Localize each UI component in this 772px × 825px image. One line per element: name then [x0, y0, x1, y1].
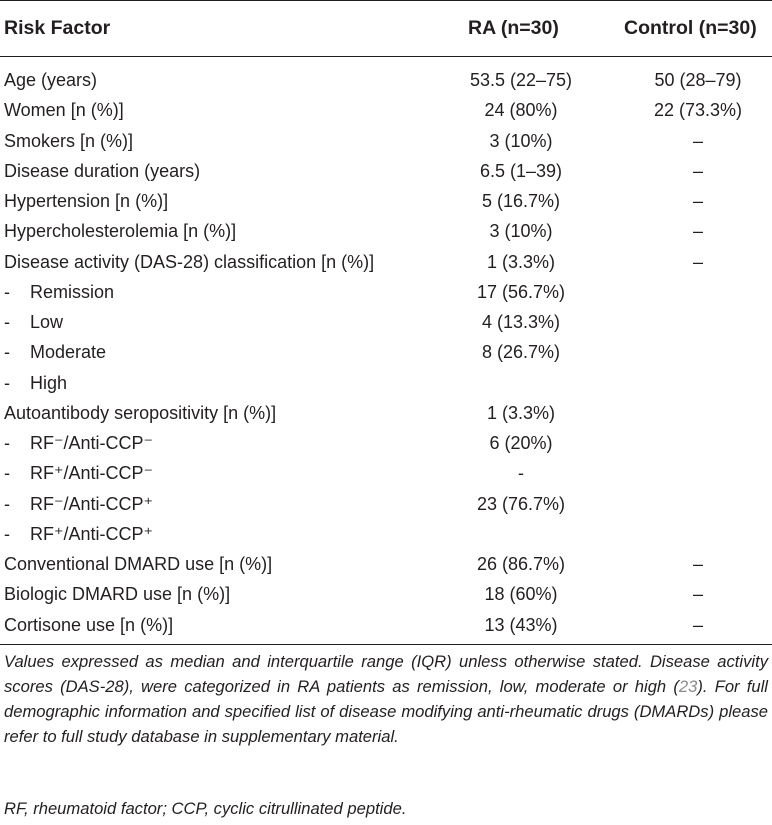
- sub-row-label: [4, 368, 67, 398]
- control-value: –: [692, 251, 703, 272]
- sub-item-marker: -: [4, 523, 10, 544]
- ra-value: 18 (60%): [484, 584, 558, 605]
- row-label-text: RF⁻/Anti-CCP⁺: [30, 493, 154, 514]
- footnote-text-start: Values expressed as median and interquartile range (IQR) unless otherwise stated. Disease activity scores (DAS-28), were categorized in RA patients as remission, low, moderate or high (: [4, 652, 768, 696]
- sub-item-marker: -: [4, 433, 10, 453]
- table-row: [0, 549, 772, 579]
- table-row: [0, 186, 772, 216]
- table-footnote: [4, 649, 768, 749]
- ra-value: 8 (26.7%): [481, 342, 561, 363]
- sub-item-marker: -: [4, 281, 10, 302]
- table-row: [0, 247, 772, 277]
- ra-value: 6 (20%): [489, 433, 553, 453]
- sub-row-label: [4, 428, 153, 458]
- footnote-reference-link[interactable]: 23: [678, 677, 698, 696]
- row-label: [4, 398, 276, 428]
- row-label-text: High: [30, 372, 68, 393]
- control-value: –: [692, 614, 703, 635]
- row-label-text: Moderate: [30, 342, 107, 363]
- row-label: [4, 156, 200, 186]
- header-ra: RA (n=30): [468, 16, 559, 39]
- row-label-text: Conventional DMARD use [n (%)]: [4, 554, 273, 574]
- row-label-text: Hypertension [n (%)]: [4, 191, 169, 211]
- control-value: –: [692, 160, 703, 181]
- row-label: [4, 126, 133, 156]
- table-row: [0, 277, 772, 307]
- sub-item-marker: -: [4, 493, 10, 514]
- table-row: [0, 337, 772, 367]
- sub-item-marker: -: [4, 463, 10, 484]
- row-label-text: Disease duration (years): [4, 160, 201, 181]
- sub-item-marker: -: [4, 372, 10, 393]
- ra-value: 24 (80%): [484, 100, 558, 121]
- control-value: –: [692, 130, 703, 151]
- header-control: Control (n=30): [624, 16, 757, 39]
- row-label-text: Cortisone use [n (%)]: [4, 614, 174, 635]
- row-label-text: RF⁺/Anti-CCP⁺: [30, 523, 154, 544]
- row-label-text: Low: [30, 312, 64, 332]
- ra-value: 5 (16.7%): [481, 191, 561, 211]
- control-value: 50 (28–79): [654, 70, 742, 90]
- control-value: –: [692, 191, 703, 211]
- sub-row-label: [4, 489, 153, 519]
- table-row: [0, 216, 772, 246]
- sub-row-label: [4, 519, 153, 549]
- table-row: [0, 65, 772, 95]
- table-row: [0, 95, 772, 125]
- row-label-text: Age (years): [4, 70, 98, 90]
- ra-value: -: [518, 463, 524, 484]
- header-rule: [0, 56, 772, 57]
- row-label: [4, 549, 272, 579]
- control-value: –: [692, 221, 703, 242]
- table-bottom-rule: [0, 644, 772, 645]
- ra-value: 13 (43%): [484, 614, 558, 635]
- row-label-text: Remission: [30, 281, 115, 302]
- row-label: [4, 65, 97, 95]
- ra-value: 23 (76.7%): [476, 493, 566, 514]
- table-row: [0, 519, 772, 549]
- row-label: [4, 95, 124, 125]
- control-value: –: [692, 554, 703, 574]
- row-label-text: Women [n (%)]: [4, 100, 124, 121]
- table-row: [0, 398, 772, 428]
- row-label: [4, 216, 236, 246]
- table-row: [0, 458, 772, 488]
- sub-row-label: [4, 337, 106, 367]
- row-label-text: Disease activity (DAS-28) classification [n (%)]: [4, 251, 375, 272]
- control-value: –: [692, 584, 703, 605]
- sub-row-label: [4, 277, 114, 307]
- ra-value: 3 (10%): [489, 130, 553, 151]
- row-label-text: Biologic DMARD use [n (%)]: [4, 584, 231, 605]
- control-value: 22 (73.3%): [653, 100, 743, 121]
- table-row: [0, 368, 772, 398]
- ra-value: 3 (10%): [489, 221, 553, 242]
- table-row: [0, 126, 772, 156]
- ra-value: 53.5 (22–75): [469, 70, 573, 90]
- row-label: [4, 186, 168, 216]
- row-label-text: RF⁺/Anti-CCP⁻: [30, 463, 154, 484]
- footnote-text-end: ). For full demographic information and specified list of disease modifying anti-rheumatic drugs (DMARDs) please refer to full study database in supplementary material.: [4, 677, 768, 746]
- row-label: [4, 579, 230, 609]
- table-row: [0, 610, 772, 640]
- table-row: [0, 156, 772, 186]
- table-row: [0, 579, 772, 609]
- ra-value: 1 (3.3%): [486, 402, 556, 423]
- ra-value: 17 (56.7%): [476, 281, 566, 302]
- row-label: [4, 247, 374, 277]
- header-risk-factor: Risk Factor: [4, 16, 111, 39]
- sub-row-label: [4, 307, 63, 337]
- ra-value: 26 (86.7%): [476, 554, 566, 574]
- row-label-text: Smokers [n (%)]: [4, 130, 134, 151]
- table-row: [0, 428, 772, 458]
- abbreviations-note: RF, rheumatoid factor; CCP, cyclic citrullinated peptide.: [4, 799, 407, 818]
- ra-value: 1 (3.3%): [486, 251, 556, 272]
- row-label-text: Autoantibody seropositivity [n (%)]: [4, 402, 277, 423]
- sub-item-marker: -: [4, 312, 10, 332]
- row-label-text: Hypercholesterolemia [n (%)]: [4, 221, 237, 242]
- row-label: [4, 610, 173, 640]
- sub-row-label: [4, 458, 153, 488]
- table-row: [0, 307, 772, 337]
- row-label-text: RF⁻/Anti-CCP⁻: [30, 433, 154, 453]
- sub-item-marker: -: [4, 342, 10, 363]
- ra-value: 4 (13.3%): [481, 312, 561, 332]
- table-row: [0, 489, 772, 519]
- ra-value: 6.5 (1–39): [479, 160, 563, 181]
- table-body: [0, 65, 772, 640]
